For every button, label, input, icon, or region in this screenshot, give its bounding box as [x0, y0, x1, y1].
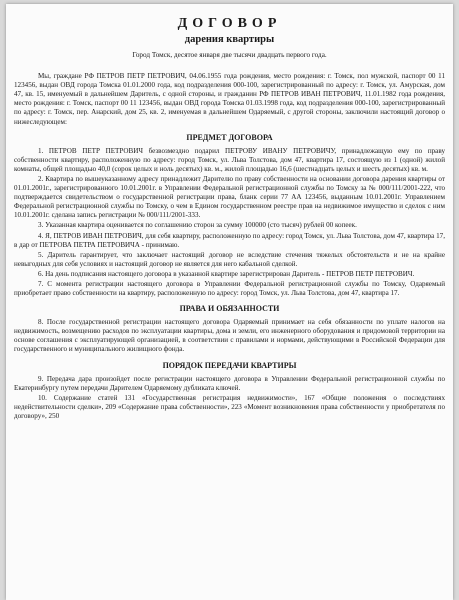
document-title: ДОГОВОР — [177, 16, 282, 31]
page-bottom-fade — [6, 594, 453, 600]
clause-4: 4. Я, ПЕТРОВ ИВАН ПЕТРОВИЧ, для себя квартиру, расположенную по адресу: город Томск, ул. Льва Толстова, дом 47, квартира 17, в дар от ПЕТРОВА ПЕТРА ПЕТРОВИЧА - принимаю. — [14, 231, 445, 249]
clause-5: 5. Даритель гарантирует, что заключает настоящий договор не вследствие стечения тяжелых обстоятельств и не на крайне невыгодных для себя условиях и настоящий договор не является для него кабальной сделкой. — [14, 250, 445, 268]
clause-6: 6. На день подписания настоящего договора в указанной квартире зарегистрирован Даритель - ПЕТРОВ ПЕТР ПЕТРОВИЧ. — [38, 269, 415, 278]
clause-7: 7. С момента регистрации настоящего договора в Управлении Федеральной регистрационной службы по Томску, Одаряемый приобретает право собственности на квартиру, расположенную по адресу: город Томск, ул. Льва Толстова, дом 47, квартира 17. — [14, 279, 445, 298]
document-page — [6, 4, 453, 600]
section-heading: ПОРЯДОК ПЕРЕДАЧИ КВАРТИРЫ — [162, 360, 297, 370]
document-body — [14, 16, 445, 422]
city-date-line: Город Томск, десятое января две тысячи двадцать первого года. — [132, 51, 327, 59]
clause-10: 10. Содержание статей 131 «Государственная регистрация недвижимости», 167 «Общие положения о последствиях недействительности сделки», 209 «Содержание права собственности», 223 «Момент возникновения права собственности у приобретателя по договору», 250 — [14, 393, 445, 420]
clause-9: 9. Передача дара произойдет после регистрации настоящего договора в Управлении Федеральной регистрационной службы по Екатеринбургу путем передачи Дарителем Одаряемому дубликата ключей. — [14, 374, 445, 392]
document-subtitle: дарения квартиры — [184, 34, 275, 45]
section-heading: ПРАВА И ОБЯЗАННОСТИ — [179, 304, 280, 314]
section-heading: ПРЕДМЕТ ДОГОВОРА — [186, 132, 273, 142]
intro-paragraph: Мы, граждане РФ ПЕТРОВ ПЕТР ПЕТРОВИЧ, 04.06.1955 года рождения, место рождения: г. Томск, пол мужской, паспорт 00 11 123456, выдан ОВД города Томска 01.01.2000 года, код подразделения 000-100, зарегистрированный по адресу: г. Томск, ул. Амурская, дом 47, кв. 15, именуемый в дальнейшем Даритель, с одной стороны, и гражданин РФ ПЕТРОВ ИВАН ПЕТРОВИЧ, 11.01.1982 года рождения, место рождения: г. Томск, паспорт 00 11 123456, выдан ОВД города Томска 01.03.1998 года, код подразделения 000-100, зарегистрированный по адресу: г. Томск, пер. Анарский, дом 25, кв. 2, именуемая в дальнейшем Одаряемый, с другой стороны, заключили настоящий договор о нижеследующем: — [14, 72, 445, 126]
clause-1: 1. ПЕТРОВ ПЕТР ПЕТРОВИЧ безвозмездно подарил ПЕТРОВУ ИВАНУ ПЕТРОВИЧУ, принадлежащую ему по праву собственности квартиру, расположенную по адресу: город Томск, ул. Льва Толстова, дом 47, квартира 17, состоящую из 1 (одной) жилой комнаты, общей площадью 40,0 (сорок целых и ноль десятых) кв. м., жилой площадью 16,6 (шестнадцать целых и шесть десятых) кв. м. — [14, 146, 445, 173]
clause-3: 3. Указанная квартира оценивается по соглашению сторон за сумму 100000 (сто тысяч) рублей 00 копеек. — [38, 221, 357, 230]
clause-2: 2. Квартира по вышеуказанному адресу принадлежит Дарителю по праву собственности на основании договора дарения квартиры от 01.01.2001г., зарегистрированного 10.01.2001г. в Управлении Федеральной регистрационной службы по Томску за № 000/111/2001-222, что подтверждается свидетельством о государственной регистрации права, бланк серии 77 АА 123456, выданным 10.01.2001г. Управлением Федеральной регистрационной службы по Томску, о чем в Едином государственном реестре прав на недвижимое имущество и сделок с ним 10.01.2001г. сделана запись регистрации № 000/111/2001-333. — [14, 174, 445, 220]
clause-8: 8. После государственной регистрации настоящего договора Одаряемый принимает на себя обязанности по уплате налогов на недвижимость, возмещению расходов по эксплуатации квартиры, дома и земли, его инженерного оборудования и придомовой территории на основе соглашения с эксплуатирующей организацией, в соответствии с правилами и нормами, действующими в Российской Федерации для государственного и муниципального жилищного фонда. — [14, 318, 445, 354]
